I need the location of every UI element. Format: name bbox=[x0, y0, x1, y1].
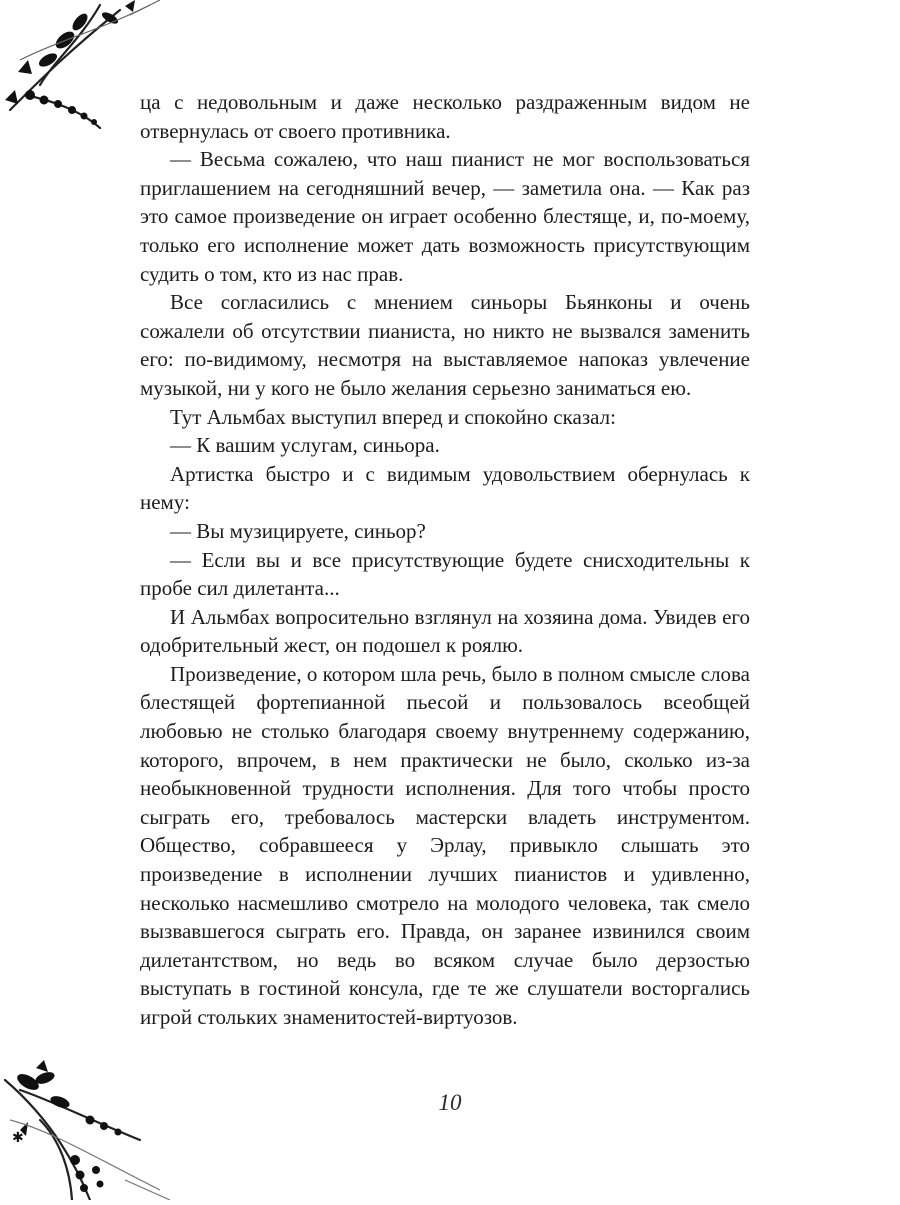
paragraph: — К вашим услугам, синьора. bbox=[170, 433, 440, 458]
paragraph: — Если вы и все присутствующие будете снисходительны к пробе сил дилетанта... bbox=[140, 547, 750, 601]
svg-text:✱: ✱ bbox=[12, 1130, 24, 1146]
paragraph: Все согласились с мнением синьоры Бьянконы и очень сожалели об отсутствии пианиста, но никто не вызвался заменить его: по-видимому, несмотря на выставляемое напоказ увлечение музыкой, ни у кого не было желания серьезно заниматься ею. bbox=[140, 290, 750, 400]
paragraph: — Весьма сожалею, что наш пианист не мог воспользоваться приглашением на сегодняшний вечер, — заметила она. — Как раз это самое произведение он играет особенно блестяще, и, по-моему, только его исполнение может дать возможность присутствующим судить о том, кто из нас прав. bbox=[140, 147, 750, 286]
paragraph: — Вы музицируете, синьор? bbox=[170, 518, 426, 543]
paragraph: Артистка быстро и с видимым удовольствием обернулась к нему: bbox=[140, 461, 750, 515]
page-number: 10 bbox=[438, 1090, 462, 1115]
paragraph: ца с недовольным и даже несколько раздраженным видом не отвернулась от своего противника. bbox=[140, 90, 750, 143]
paragraph: Произведение, о котором шла речь, было в полном смысле слова блестящей фортепианной пьесой и пользовалось всеобщей любовью не столько благодаря своему внутреннему содержанию, которого, впрочем, в нем практически не было, сколько из-за необыкновенной трудности исполнения. Для того чтобы просто сыграть его, требовалось мастерски владеть инструментом. Общество, собравшееся у Эрлау, привыкло слышать это произведение в исполнении лучших пианистов и удивленно, несколько насмешливо смотрело на молодого человека, так смело вызвавшегося сыграть его. Правда, он заранее извинился своим дилетантством, но ведь во всяком случае было дерзостью выступать в гостиной консула, где те же слушатели восторгались игрой стольких знаменитостей-виртуозов. bbox=[140, 661, 751, 1029]
paragraph: Тут Альмбах выступил вперед и спокойно сказал: bbox=[170, 404, 616, 429]
paragraph: И Альмбах вопросительно взглянул на хозяина дома. Увидев его одобрительный жест, он подошел к роялю. bbox=[140, 604, 750, 658]
main-text bbox=[140, 88, 750, 1032]
floral-branch-icon bbox=[0, 1060, 180, 1200]
